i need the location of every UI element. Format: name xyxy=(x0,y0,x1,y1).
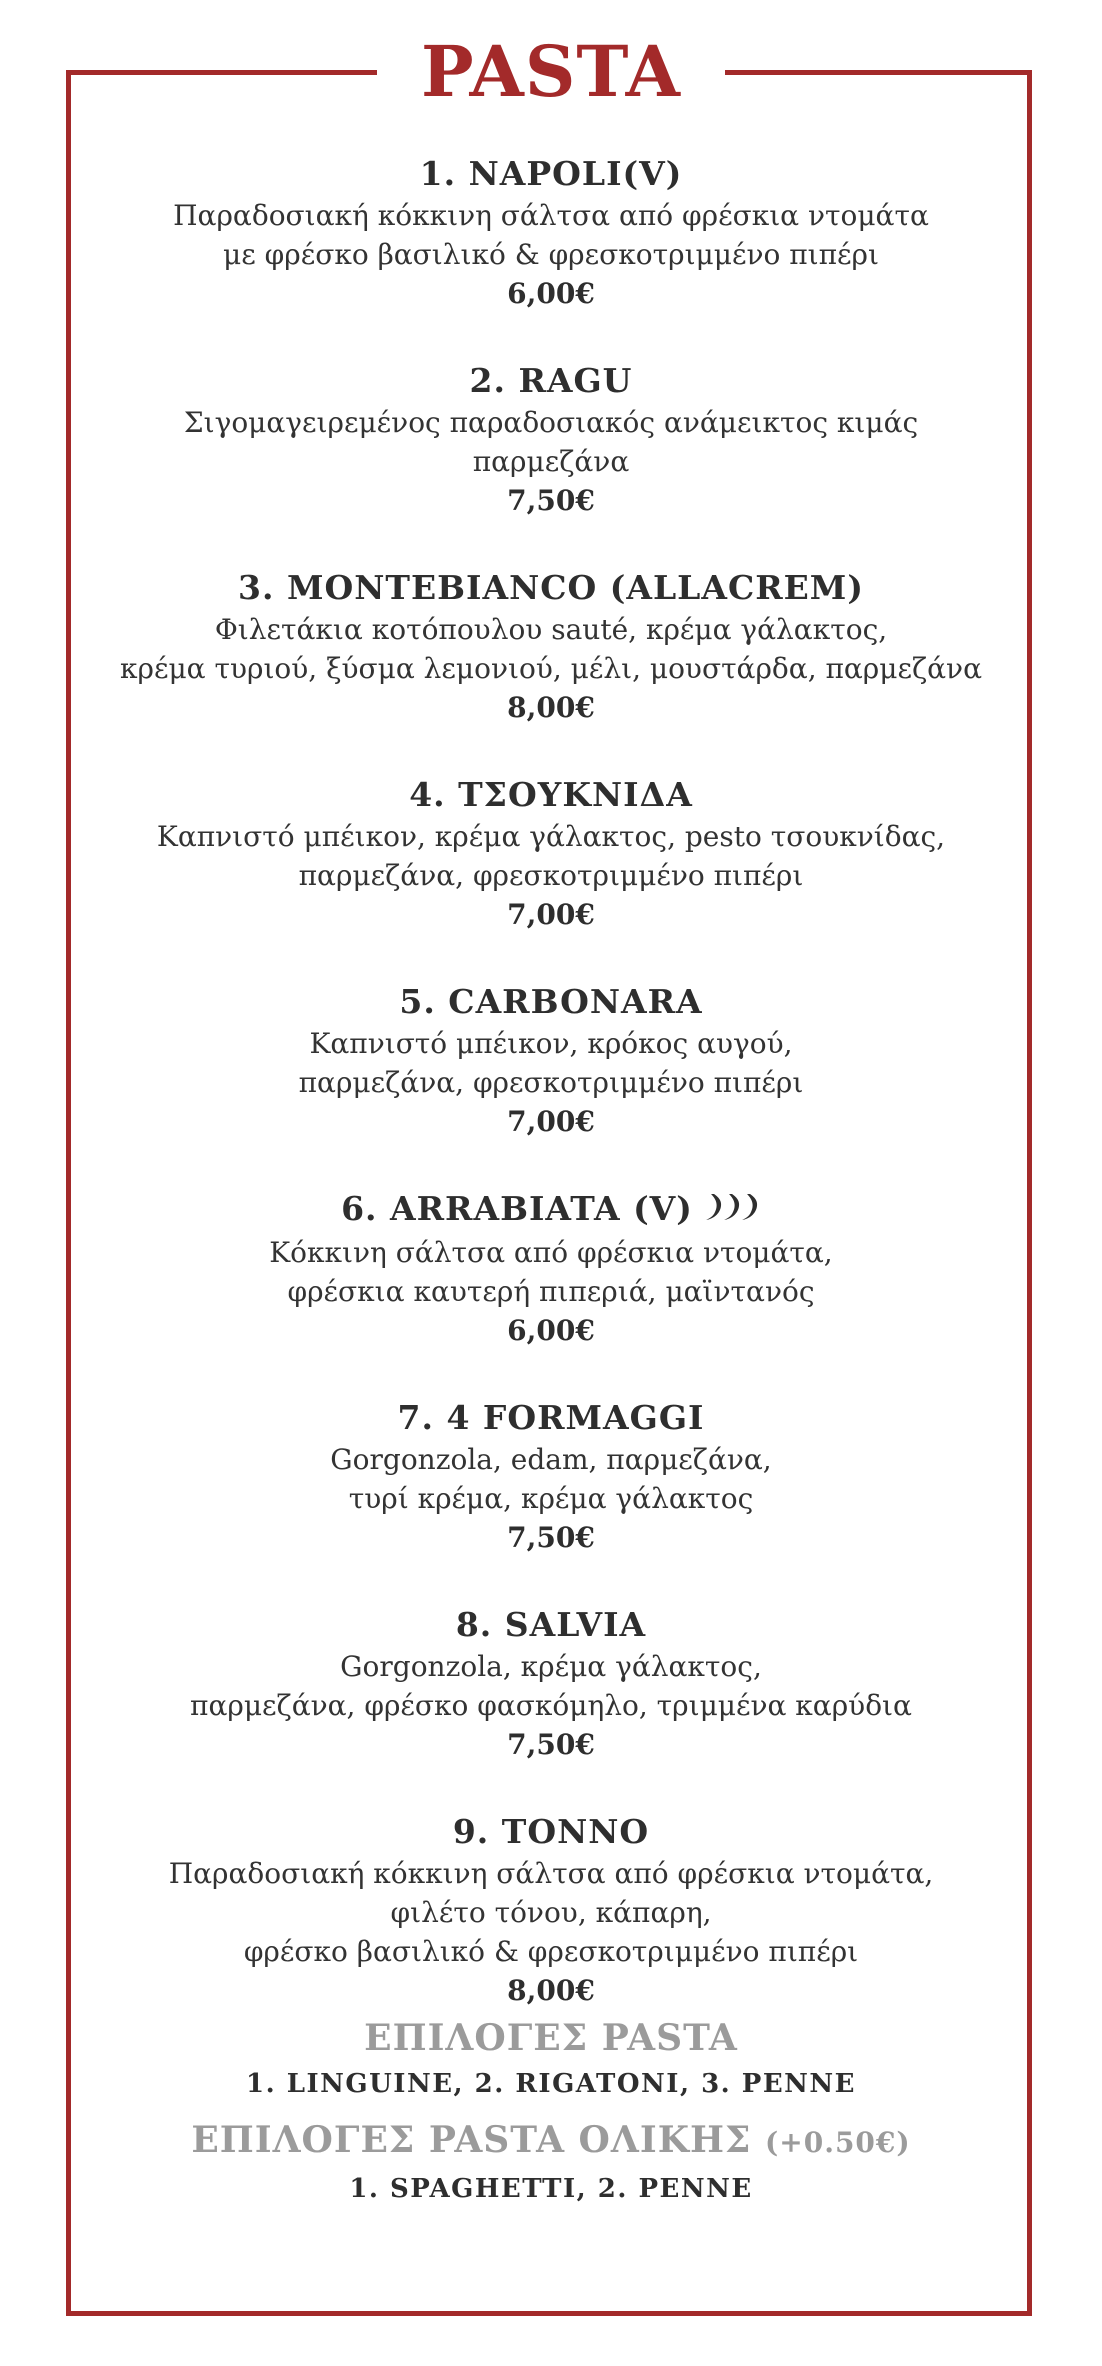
options-list: 1. LINGUINE, 2. RIGATONI, 3. PENNE xyxy=(246,2069,856,2099)
item-description: Gorgonzola, κρέμα γάλακτος, xyxy=(340,1650,762,1683)
menu-item xyxy=(0,566,1102,727)
menu-item xyxy=(0,152,1102,313)
item-price: 8,00€ xyxy=(507,691,595,724)
item-price: 7,50€ xyxy=(507,484,595,517)
item-title-row xyxy=(0,1187,1102,1233)
item-description: Παραδοσιακή κόκκινη σάλτσα από φρέσκια ντομάτα, xyxy=(168,1857,934,1890)
whole-options-list: 1. SPAGHETTI, 2. PENNE xyxy=(349,2174,753,2204)
item-title: 6. ARRABIATA (V) xyxy=(341,1189,693,1228)
page-title: PASTA xyxy=(377,30,725,114)
item-price: 6,00€ xyxy=(507,277,595,310)
item-title: 1. NAPOLI(V) xyxy=(419,154,683,193)
item-title: 3. MONTEBIANCO (ALLACREM) xyxy=(238,568,864,607)
chili-peppers-icon xyxy=(705,1189,761,1233)
whole-options-surcharge: (+0.50€) xyxy=(765,2126,911,2159)
item-description: με φρέσκο βασιλικό & φρεσκοτριμμένο πιπέρι xyxy=(223,238,879,271)
item-title: 4. ΤΣΟΥΚΝΙΔΑ xyxy=(409,775,693,814)
item-description: παρμεζάνα xyxy=(472,445,630,478)
item-description: παρμεζάνα, φρέσκο φασκόμηλο, τριμμένα καρύδια xyxy=(190,1689,912,1722)
item-description: Φιλετάκια κοτόπουλου sauté, κρέμα γάλακτος, xyxy=(214,613,888,646)
item-description: παρμεζάνα, φρεσκοτριμμένο πιπέρι xyxy=(298,859,804,892)
item-description: Παραδοσιακή κόκκινη σάλτσα από φρέσκια ντομάτα xyxy=(173,199,929,232)
item-title: 2. RAGU xyxy=(469,361,633,400)
whole-options-heading-row xyxy=(0,2114,1102,2169)
whole-options-heading: ΕΠΙΛΟΓΕΣ PASTA ΟΛΙΚΗΣ xyxy=(191,2119,752,2161)
item-description: Gorgonzola, edam, παρμεζάνα, xyxy=(330,1443,772,1476)
item-title: 8. SALVIA xyxy=(455,1605,647,1644)
item-description: παρμεζάνα, φρεσκοτριμμένο πιπέρι xyxy=(298,1066,804,1099)
item-description: φρέσκια καυτερή πιπεριά, μαϊντανός xyxy=(287,1275,815,1308)
pasta-options xyxy=(0,2012,1102,2219)
item-title: 9. TONNO xyxy=(452,1812,650,1851)
item-price: 7,00€ xyxy=(507,1105,595,1138)
item-description: Καπνιστό μπέικον, κρόκος αυγού, xyxy=(309,1027,793,1060)
item-price: 7,50€ xyxy=(507,1521,595,1554)
title-area xyxy=(0,30,1102,114)
item-description: κρέμα τυριού, ξύσμα λεμονιού, μέλι, μουστάρδα, παρμεζάνα xyxy=(120,652,982,685)
menu-item xyxy=(0,1396,1102,1557)
menu-list xyxy=(0,152,1102,2056)
menu-item xyxy=(0,1187,1102,1350)
item-title: 7. 4 FORMAGGI xyxy=(397,1398,705,1437)
item-price: 6,00€ xyxy=(507,1314,595,1347)
item-description: τυρί κρέμα, κρέμα γάλακτος xyxy=(348,1482,754,1515)
item-price: 7,50€ xyxy=(507,1728,595,1761)
item-price: 8,00€ xyxy=(507,1974,595,2007)
item-description: φρέσκο βασιλικό & φρεσκοτριμμένο πιπέρι xyxy=(243,1935,859,1968)
menu-item xyxy=(0,359,1102,520)
item-price: 7,00€ xyxy=(507,898,595,931)
menu-item xyxy=(0,773,1102,934)
options-heading: ΕΠΙΛΟΓΕΣ PASTA xyxy=(364,2017,738,2059)
item-description: Καπνιστό μπέικον, κρέμα γάλακτος, pesto τσουκνίδας, xyxy=(156,820,946,853)
item-description: Κόκκινη σάλτσα από φρέσκια ντομάτα, xyxy=(269,1236,833,1269)
menu-item xyxy=(0,980,1102,1141)
item-title: 5. CARBONARA xyxy=(399,982,703,1021)
menu-item xyxy=(0,1603,1102,1764)
menu-item xyxy=(0,1810,1102,2010)
item-description: φιλέτο τόνου, κάπαρη, xyxy=(390,1896,712,1929)
item-description: Σιγομαγειρεμένος παραδοσιακός ανάμεικτος κιμάς xyxy=(183,406,919,439)
